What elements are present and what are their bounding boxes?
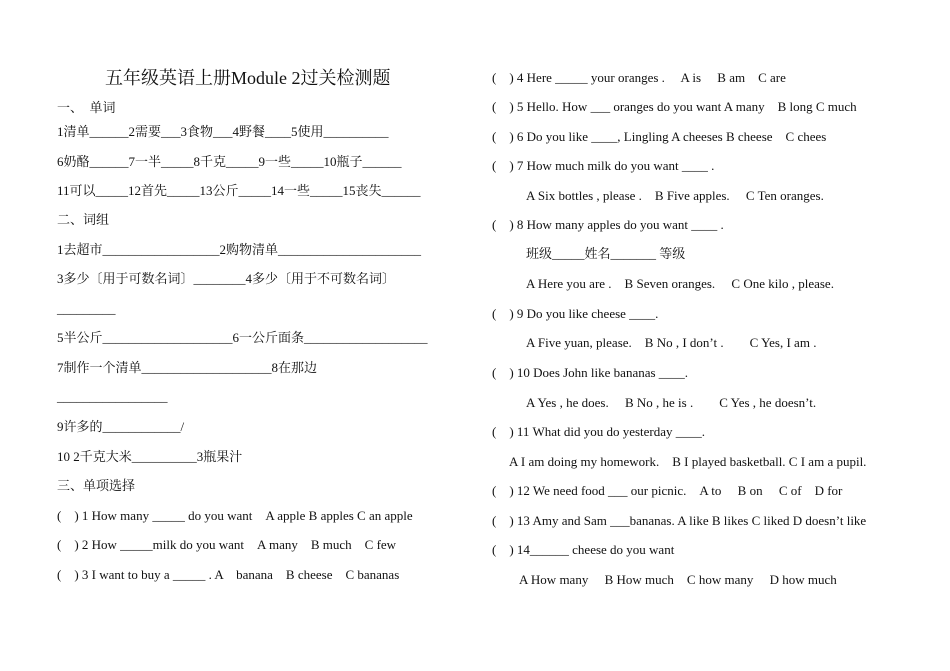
text-line: 1清单______2需要___3食物___4野餐____5使用__________ — [57, 124, 389, 139]
question-line: ( ) 3 I want to buy a _____ . A banana B cheese C bananas — [57, 567, 400, 582]
question-line: ( ) 8 How many apples do you want ____ . — [492, 217, 724, 232]
section-heading: 二、词组 — [57, 212, 110, 227]
text-line: 10 2千克大米__________3瓶果汁 — [57, 449, 243, 464]
question-line: ( ) 2 How _____milk do you want A many B much C few — [57, 537, 397, 552]
class-name-grade-line: 班级_____姓名_______ 等级 — [526, 246, 686, 261]
text-line: 3多少〔用于可数名词〕________4多少〔用于不可数名词〕 — [57, 271, 396, 286]
text-line: 1去超市__________________2购物清单______________________ — [57, 242, 422, 257]
question-line: ( ) 1 How many _____ do you want A apple B apples C an apple — [57, 508, 413, 523]
question-line: ( ) 5 Hello. How ___ oranges do you want A many B long C much — [492, 99, 857, 114]
question-line: ( ) 11 What did you do yesterday ____. — [492, 424, 706, 439]
options-line: A Here you are . B Seven oranges. C One kilo , please. — [526, 276, 834, 291]
text-line: 11可以_____12首先_____13公斤_____14一些_____15丧失______ — [57, 183, 421, 198]
text-line: 6奶酪______7一半_____8千克_____9一些_____10瓶子______ — [57, 154, 402, 169]
question-line: ( ) 9 Do you like cheese ____. — [492, 306, 659, 321]
question-line: ( ) 10 Does John like bananas ____. — [492, 365, 689, 380]
question-line: ( ) 7 How much milk do you want ____ . — [492, 158, 715, 173]
section-heading: 一、 单词 — [57, 100, 116, 115]
question-line: ( ) 4 Here _____ your oranges . A is B am C are — [492, 70, 786, 85]
text-line: 7制作一个清单____________________8在那边 — [57, 360, 318, 375]
question-line: ( ) 13 Amy and Sam ___bananas. A like B likes C liked D doesn’t like — [492, 513, 867, 528]
options-line: A I am doing my homework. B I played basketball. C I am a pupil. — [509, 454, 867, 469]
options-line: A Yes , he does. B No , he is . C Yes , he doesn’t. — [526, 395, 817, 410]
options-line: A Five yuan, please. B No , I don’t . C Yes, I am . — [526, 335, 817, 350]
options-line: A How many B How much C how many D how much — [519, 572, 837, 587]
question-line: ( ) 6 Do you like ____, Lingling A cheeses B cheese C chees — [492, 129, 827, 144]
section-heading: 三、单项选择 — [57, 478, 136, 493]
question-line: ( ) 12 We need food ___ our picnic. A to B on C of D for — [492, 483, 843, 498]
text-line: 9许多的____________/ — [57, 419, 185, 434]
text-line: _________________ — [57, 389, 168, 404]
question-line: ( ) 14______ cheese do you want — [492, 542, 675, 557]
text-line: _________ — [57, 301, 116, 316]
page-title: 五年级英语上册Module 2过关检测题 — [105, 68, 391, 88]
options-line: A Six bottles , please . B Five apples. C Ten oranges. — [526, 188, 824, 203]
text-line: 5半公斤____________________6一公斤面条___________________ — [57, 330, 428, 345]
